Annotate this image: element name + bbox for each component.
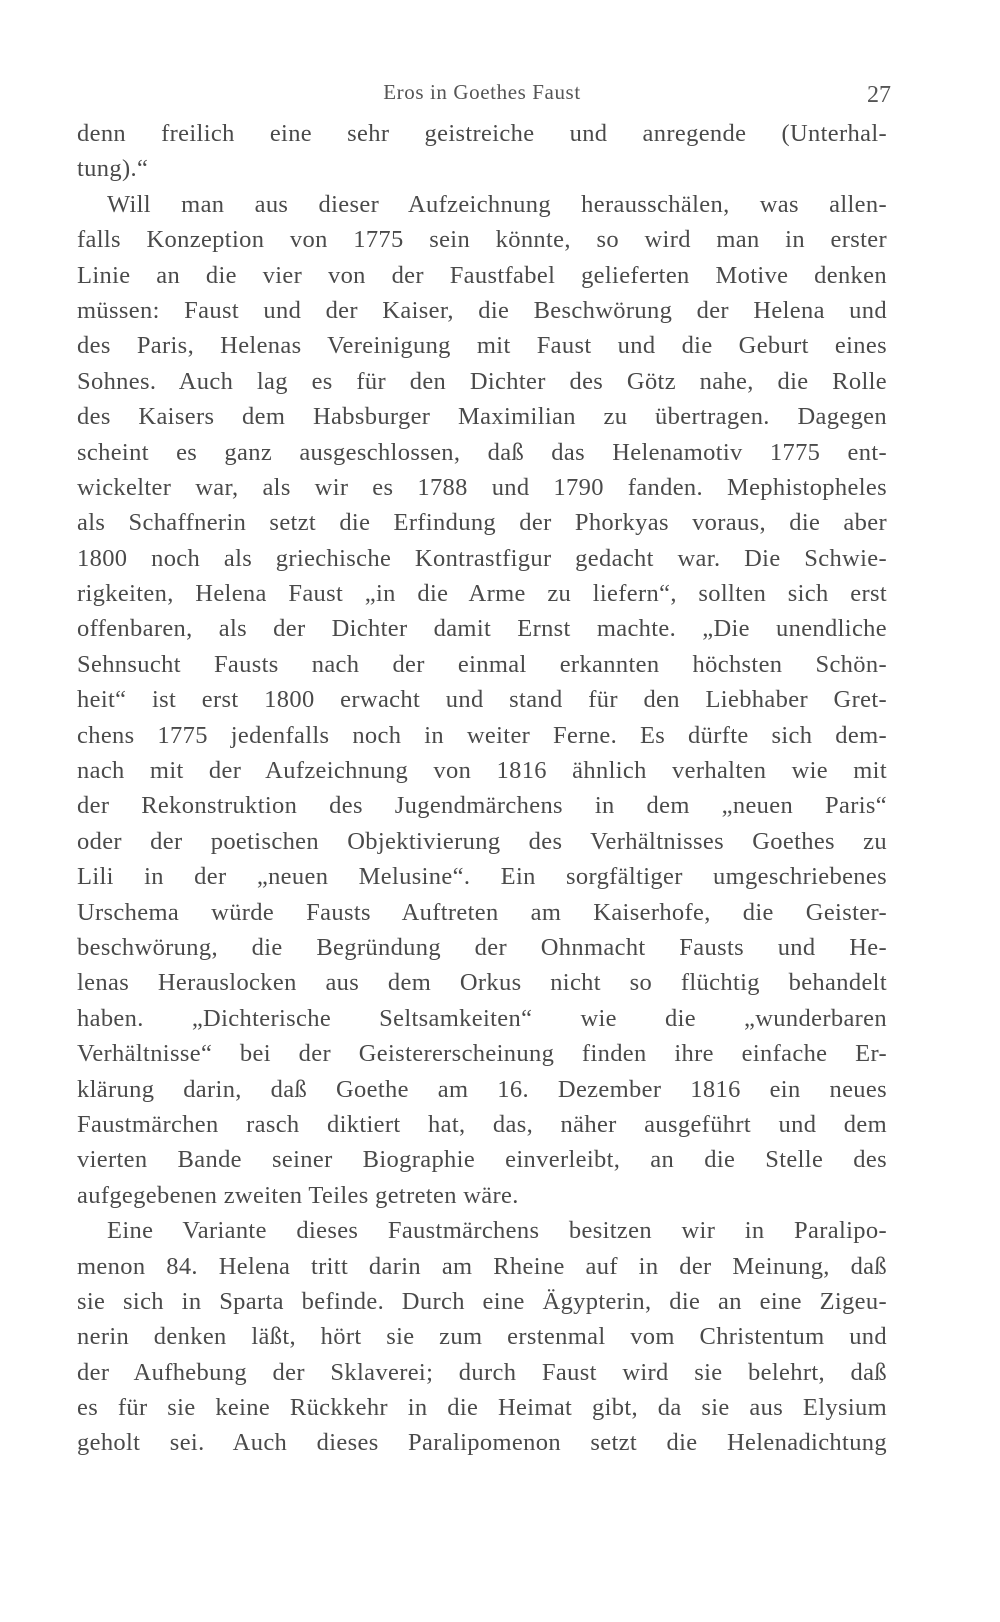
text-line: wickelter war, als wir es 1788 und 1790 fanden. Mephistopheles bbox=[77, 473, 887, 501]
text-line: Verhältnisse“ bei der Geistererscheinung finden ihre einfache Er- bbox=[77, 1040, 887, 1068]
text-line: rigkeiten, Helena Faust „in die Arme zu liefern“, sollten sich erst bbox=[77, 580, 887, 608]
text-line: tung).“ bbox=[77, 155, 149, 183]
text-line: Urschema würde Fausts Auftreten am Kaiserhofe, die Geister- bbox=[77, 898, 887, 926]
text-line: klärung darin, daß Goethe am 16. Dezember 1816 ein neues bbox=[77, 1075, 887, 1103]
text-line: als Schaffnerin setzt die Erfindung der Phorkyas voraus, die aber bbox=[77, 509, 887, 537]
running-title: Eros in Goethes Faust bbox=[383, 80, 581, 104]
text-line: der Aufhebung der Sklaverei; durch Faust wird sie belehrt, daß bbox=[77, 1358, 887, 1386]
text-line: müssen: Faust und der Kaiser, die Beschwörung der Helena und bbox=[77, 296, 887, 324]
text-line: der Rekonstruktion des Jugendmärchens in dem „neuen Paris“ bbox=[77, 792, 887, 820]
text-line: Eine Variante dieses Faustmärchens besitzen wir in Paralipo- bbox=[107, 1217, 887, 1245]
text-line: scheint es ganz ausgeschlossen, daß das Helenamotiv 1775 ent- bbox=[77, 438, 887, 466]
text-line: es für sie keine Rückkehr in die Heimat gibt, da sie aus Elysium bbox=[77, 1394, 887, 1422]
text-line: Will man aus dieser Aufzeichnung herausschälen, was allen- bbox=[107, 190, 887, 218]
text-line: heit“ ist erst 1800 erwacht und stand für den Liebhaber Gret- bbox=[77, 686, 887, 714]
text-line: 1800 noch als griechische Kontrastfigur gedacht war. Die Schwie- bbox=[77, 544, 887, 572]
text-line: geholt sei. Auch dieses Paralipomenon setzt die Helenadichtung bbox=[77, 1429, 887, 1457]
text-line: beschwörung, die Begründung der Ohnmacht Fausts und He- bbox=[77, 933, 887, 961]
text-line: haben. „Dichterische Seltsamkeiten“ wie die „wunderbaren bbox=[77, 1004, 887, 1032]
text-line: des Kaisers dem Habsburger Maximilian zu übertragen. Dagegen bbox=[77, 403, 887, 431]
text-line: Linie an die vier von der Faustfabel gelieferten Motive denken bbox=[77, 261, 887, 289]
text-line: nerin denken läßt, hört sie zum erstenmal vom Christentum und bbox=[77, 1323, 887, 1351]
running-head bbox=[77, 72, 891, 116]
text-line: denn freilich eine sehr geistreiche und anregende (Unterhal- bbox=[77, 120, 887, 147]
text-line: chens 1775 jedenfalls noch in weiter Ferne. Es dürfte sich dem- bbox=[77, 721, 887, 749]
text-line: Sohnes. Auch lag es für den Dichter des Götz nahe, die Rolle bbox=[77, 367, 887, 395]
text-line: nach mit der Aufzeichnung von 1816 ähnlich verhalten wie mit bbox=[77, 757, 887, 785]
text-line: Faustmärchen rasch diktiert hat, das, näher ausgeführt und dem bbox=[77, 1110, 887, 1138]
text-line: Sehnsucht Fausts nach der einmal erkannten höchsten Schön- bbox=[77, 650, 887, 678]
text-line: falls Konzeption von 1775 sein könnte, so wird man in erster bbox=[77, 226, 887, 254]
text-line: sie sich in Sparta befinde. Durch eine Ägypterin, die an eine Zigeu- bbox=[77, 1287, 887, 1315]
page-number: 27 bbox=[867, 82, 891, 108]
text-line: lenas Herauslocken aus dem Orkus nicht so flüchtig behandelt bbox=[77, 969, 887, 997]
text-line: Lili in der „neuen Melusine“. Ein sorgfältiger umgeschriebenes bbox=[77, 863, 887, 891]
body-text bbox=[77, 116, 887, 1461]
text-line: aufgegebenen zweiten Teiles getreten wäre. bbox=[77, 1181, 519, 1209]
text-line: vierten Bande seiner Biographie einverleibt, an die Stelle des bbox=[77, 1146, 887, 1174]
text-line: oder der poetischen Objektivierung des Verhältnisses Goethes zu bbox=[77, 827, 887, 855]
text-line: offenbaren, als der Dichter damit Ernst machte. „Die unendliche bbox=[77, 615, 887, 643]
text-line: menon 84. Helena tritt darin am Rheine auf in der Meinung, daß bbox=[77, 1252, 887, 1280]
book-page bbox=[77, 72, 891, 1461]
text-line: des Paris, Helenas Vereinigung mit Faust und die Geburt eines bbox=[77, 332, 887, 360]
